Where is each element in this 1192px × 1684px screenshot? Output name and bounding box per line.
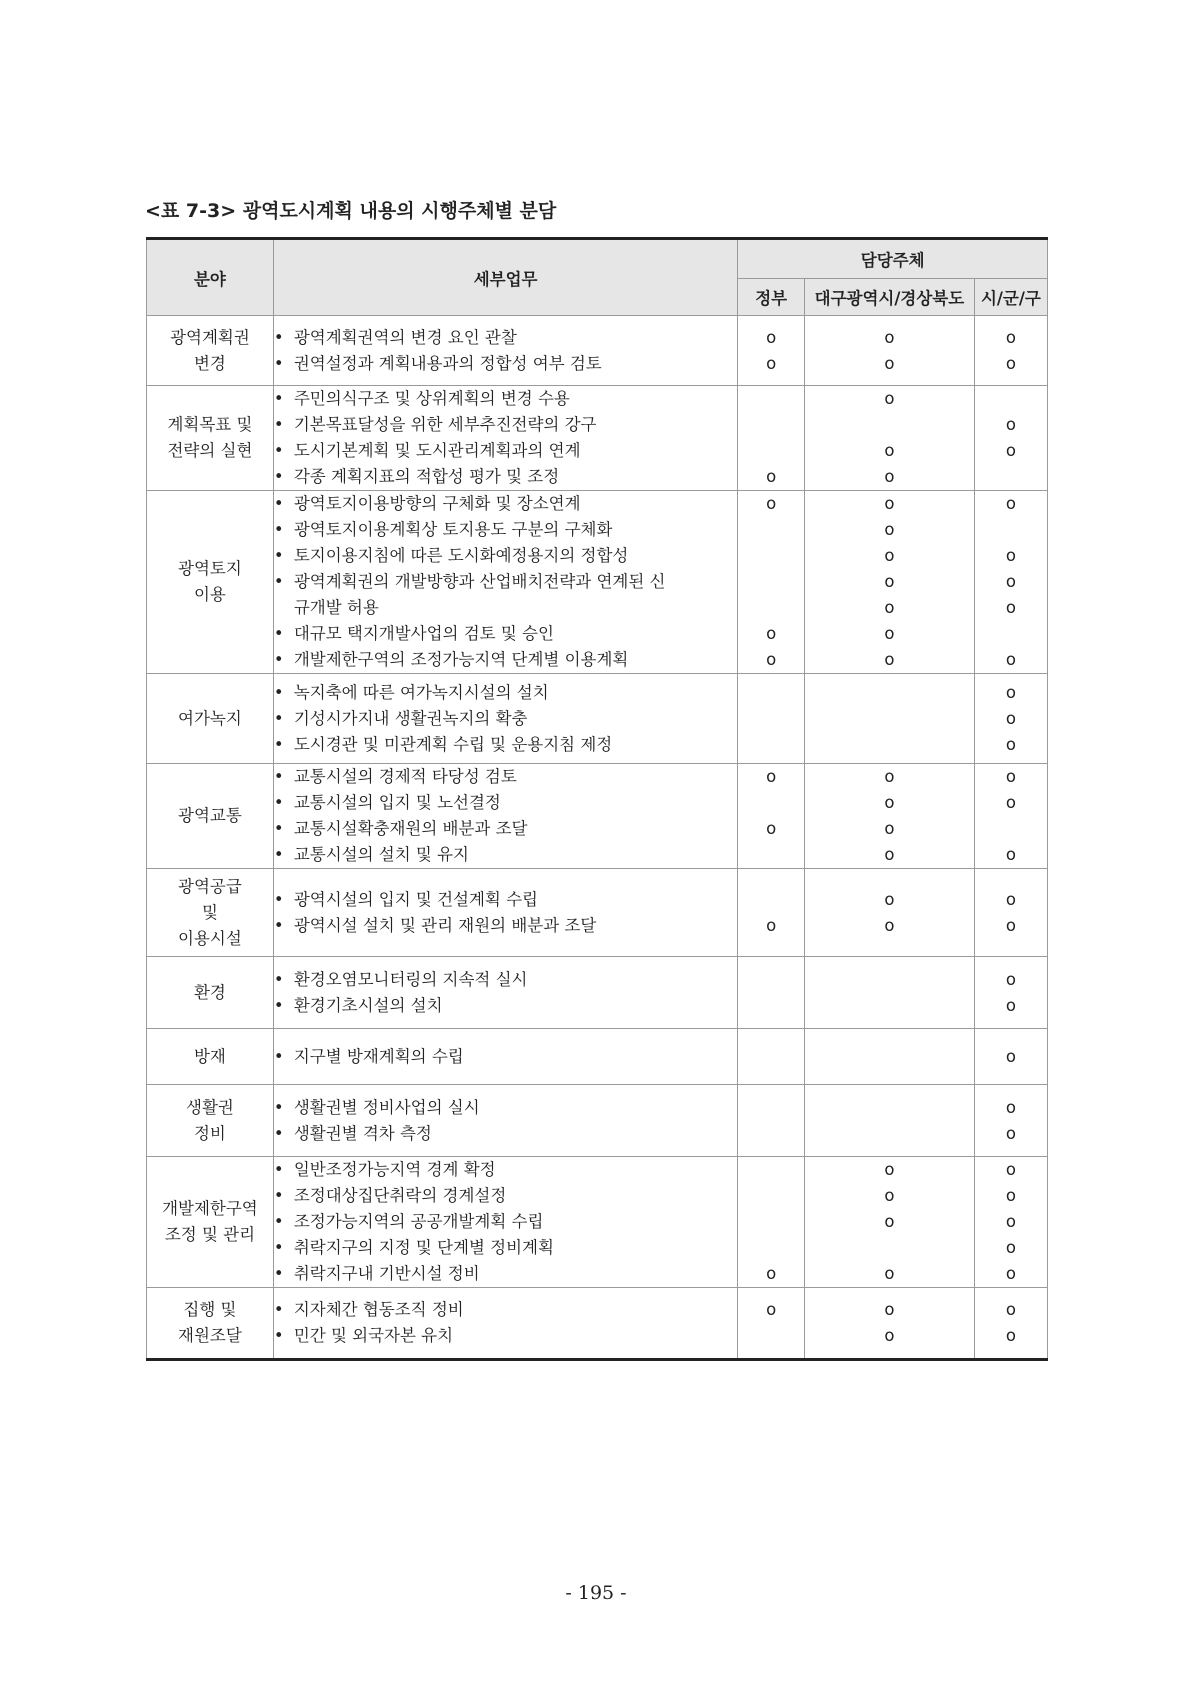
task-text: 도시경관 및 미관계획 수립 및 운용지침 제정 (293, 734, 613, 754)
mark-metro (805, 680, 974, 706)
task-item (274, 412, 737, 438)
tasks-cell (273, 316, 737, 386)
task-text: 지구별 방재계획의 수립 (293, 1046, 464, 1066)
bullet-icon: • (273, 1123, 284, 1143)
bullet-icon: • (273, 572, 284, 591)
mark-cell-city (974, 491, 1047, 674)
bullet-icon: • (273, 682, 284, 702)
task-item (274, 1044, 737, 1070)
tasks-cell (273, 491, 737, 674)
mark-metro: o (884, 520, 895, 539)
bullet-icon: • (273, 1097, 284, 1117)
mark-metro: o (884, 598, 895, 617)
task-text: 취락지구내 기반시설 정비 (293, 1264, 480, 1283)
task-text: 개발제한구역의 조정가능지역 단계별 이용계획 (293, 650, 629, 669)
mark-city: o (1005, 1300, 1016, 1319)
bullet-icon: • (273, 995, 284, 1015)
mark-cell-gov (738, 869, 805, 957)
task-item (274, 913, 737, 939)
task-item (274, 790, 737, 816)
mark-gov: o (766, 819, 777, 838)
area-label: 광역계획권 (170, 327, 250, 347)
mark-metro (805, 706, 974, 732)
task-text: 기성시가지내 생활권녹지의 확충 (293, 708, 528, 728)
mark-cell-gov (738, 674, 805, 764)
mark-metro: o (884, 793, 895, 812)
mark-cell-metro (804, 386, 974, 491)
mark-cell-gov (738, 1288, 805, 1360)
area-label: 정비 (193, 1123, 226, 1143)
mark-cell-gov (738, 1085, 805, 1157)
area-label: 조정 및 관리 (164, 1225, 256, 1244)
task-item (274, 1209, 737, 1235)
mark-gov (738, 887, 804, 913)
table-body (147, 316, 1048, 1360)
mark-city: o (1005, 708, 1016, 728)
mark-cell-metro (804, 764, 974, 869)
header-gov: 정부 (738, 279, 805, 316)
area-label: 및 (201, 902, 218, 922)
task-item (274, 842, 737, 868)
area-cell (147, 1288, 274, 1360)
task-text: 교통시설확충재원의 배분과 조달 (293, 819, 528, 838)
mark-city: o (1005, 734, 1016, 754)
bullet-icon: • (273, 1186, 284, 1205)
area-label: 전략의 실현 (167, 441, 253, 460)
area-label: 개발제한구역 (162, 1199, 258, 1218)
mark-gov (738, 680, 804, 706)
tasks-cell (273, 764, 737, 869)
task-text: 도시기본계획 및 도시관리계획과의 연계 (293, 441, 581, 460)
mark-metro: o (884, 546, 895, 565)
mark-metro: o (884, 1212, 895, 1231)
mark-city: o (1005, 845, 1016, 864)
mark-gov (738, 1235, 804, 1261)
tasks-cell (273, 869, 737, 957)
mark-city: o (1005, 1212, 1016, 1231)
mark-metro: o (884, 767, 895, 786)
mark-metro: o (884, 389, 895, 408)
bullet-icon: • (273, 915, 284, 935)
bullet-icon: • (273, 767, 284, 786)
area-label: 재원조달 (178, 1326, 242, 1345)
task-text: 취락지구의 지정 및 단계별 정비계획 (293, 1238, 554, 1257)
bullet-icon: • (273, 708, 284, 728)
mark-city: o (1005, 1160, 1016, 1179)
mark-city: o (1005, 889, 1016, 909)
mark-cell-city (974, 764, 1047, 869)
mark-cell-city (974, 316, 1047, 386)
bullet-icon: • (273, 793, 284, 812)
area-label: 생활권 (186, 1097, 234, 1117)
mark-city: o (1005, 441, 1016, 460)
bullet-icon: • (273, 1300, 284, 1319)
mark-cell-gov (738, 1157, 805, 1288)
task-text: 기본목표달성을 위한 세부추진전략의 강구 (293, 415, 597, 434)
bullet-icon: • (273, 327, 284, 347)
task-text: 녹지축에 따른 여가녹지시설의 설치 (293, 682, 549, 702)
mark-gov (738, 595, 804, 621)
mark-cell-metro (804, 869, 974, 957)
task-item (274, 732, 737, 758)
task-item (274, 621, 737, 647)
task-text: 광역토지이용계획상 토지용도 구분의 구체화 (293, 520, 613, 539)
task-item (274, 1235, 737, 1261)
tasks-cell (273, 674, 737, 764)
area-label: 이용 (193, 585, 226, 604)
table-row (147, 316, 1048, 386)
bullet-icon: • (273, 969, 284, 989)
mark-gov (738, 993, 804, 1019)
task-text: 환경오염모니터링의 지속적 실시 (293, 969, 528, 989)
area-label: 이용시설 (178, 928, 242, 948)
task-item (274, 993, 737, 1019)
table-row (147, 386, 1048, 491)
header-metro: 대구광역시/경상북도 (804, 279, 974, 316)
mark-city: o (1005, 572, 1016, 591)
mark-metro: o (884, 494, 895, 513)
mark-metro: o (884, 572, 895, 591)
area-label: 집행 및 (183, 1300, 237, 1319)
task-item (274, 816, 737, 842)
mark-cell-metro (804, 1085, 974, 1157)
mark-cell-gov (738, 491, 805, 674)
mark-metro: o (884, 624, 895, 643)
task-item (274, 438, 737, 464)
task-text: 광역계획권역의 변경 요인 관찰 (293, 327, 517, 347)
task-item (274, 967, 737, 993)
mark-gov (738, 967, 804, 993)
mark-cell-city (974, 674, 1047, 764)
area-cell (147, 491, 274, 674)
bullet-icon: • (273, 494, 284, 513)
task-text: 교통시설의 설치 및 유지 (293, 845, 469, 864)
task-item (274, 1261, 737, 1287)
header-area: 분야 (147, 239, 274, 316)
header-responsible: 담당주체 (738, 239, 1048, 279)
table-row (147, 1029, 1048, 1085)
task-item (274, 764, 737, 790)
mark-city (975, 386, 1047, 412)
tasks-cell (273, 1157, 737, 1288)
header-tasks: 세부업무 (273, 239, 737, 316)
mark-metro (805, 1121, 974, 1147)
area-label: 변경 (193, 353, 226, 373)
mark-city: o (1005, 415, 1016, 434)
tasks-cell (273, 1029, 737, 1085)
task-item (274, 706, 737, 732)
mark-city: o (1005, 767, 1016, 786)
mark-metro (805, 1095, 974, 1121)
mark-metro (805, 1235, 974, 1261)
area-label: 환경 (193, 982, 226, 1002)
mark-cell-gov (738, 764, 805, 869)
mark-cell-metro (804, 1029, 974, 1085)
mark-metro: o (884, 327, 895, 347)
mark-city: o (1005, 353, 1016, 373)
mark-metro (805, 732, 974, 758)
mark-city (975, 816, 1047, 842)
mark-cell-gov (738, 957, 805, 1029)
task-text: 토지이용지침에 따른 도시화예정용지의 정합성 (293, 546, 629, 565)
mark-gov (738, 1209, 804, 1235)
mark-gov: o (766, 1300, 777, 1319)
header-city: 시/군/구 (974, 279, 1047, 316)
area-label: 광역토지 (178, 559, 242, 578)
mark-city: o (1005, 969, 1016, 989)
task-text: 대규모 택지개발사업의 검토 및 승인 (293, 624, 554, 643)
responsibility-table (146, 237, 1048, 1361)
task-item (274, 1121, 737, 1147)
task-text: 일반조정가능지역 경계 확정 (293, 1160, 496, 1179)
mark-metro (805, 993, 974, 1019)
mark-cell-gov (738, 316, 805, 386)
mark-cell-city (974, 1288, 1047, 1360)
mark-gov (738, 732, 804, 758)
mark-metro: o (884, 1326, 895, 1345)
mark-cell-metro (804, 1157, 974, 1288)
table-row (147, 674, 1048, 764)
task-text: 광역시설 설치 및 관리 재원의 배분과 조달 (293, 915, 597, 935)
tasks-cell (273, 957, 737, 1029)
bullet-icon: • (273, 353, 284, 373)
task-item (274, 680, 737, 706)
task-item (274, 887, 737, 913)
task-text: 민간 및 외국자본 유치 (293, 1326, 454, 1345)
task-text: 생활권별 격차 측정 (293, 1123, 432, 1143)
mark-metro (805, 967, 974, 993)
mark-gov: o (766, 915, 777, 935)
mark-metro: o (884, 1160, 895, 1179)
mark-gov (738, 1183, 804, 1209)
bullet-icon: • (273, 520, 284, 539)
task-text: 교통시설의 입지 및 노선결정 (293, 793, 501, 812)
mark-gov (738, 543, 804, 569)
task-item (274, 351, 737, 377)
bullet-icon: • (273, 1160, 284, 1179)
mark-cell-metro (804, 674, 974, 764)
mark-cell-metro (804, 957, 974, 1029)
area-cell (147, 957, 274, 1029)
mark-cell-metro (804, 491, 974, 674)
bullet-icon: • (273, 546, 284, 565)
mark-gov: o (766, 650, 777, 669)
mark-city: o (1005, 494, 1016, 513)
area-cell (147, 674, 274, 764)
task-text: 생활권별 정비사업의 실시 (293, 1097, 480, 1117)
mark-metro: o (884, 467, 895, 486)
area-cell (147, 764, 274, 869)
mark-gov (738, 386, 804, 412)
mark-metro: o (884, 889, 895, 909)
tasks-cell (273, 1288, 737, 1360)
task-text: 교통시설의 경제적 타당성 검토 (293, 767, 517, 786)
mark-metro: o (884, 353, 895, 373)
table-row (147, 764, 1048, 869)
area-label: 계획목표 및 (167, 415, 253, 434)
area-cell (147, 1157, 274, 1288)
bullet-icon: • (273, 734, 284, 754)
task-item (274, 464, 737, 490)
task-text: 각종 계획지표의 적합성 평가 및 조정 (293, 467, 560, 486)
table-row (147, 869, 1048, 957)
bullet-icon: • (273, 441, 284, 460)
bullet-icon: • (273, 1264, 284, 1283)
table-row (147, 1157, 1048, 1288)
area-label: 방재 (193, 1046, 226, 1066)
mark-gov (738, 790, 804, 816)
mark-gov: o (766, 1264, 777, 1283)
area-cell (147, 1085, 274, 1157)
task-text: 광역토지이용방향의 구체화 및 장소연계 (293, 494, 581, 513)
task-text: 권역설정과 계획내용과의 정합성 여부 검토 (293, 353, 602, 373)
mark-metro: o (884, 819, 895, 838)
mark-gov: o (766, 467, 777, 486)
area-cell (147, 386, 274, 491)
bullet-icon: • (273, 624, 284, 643)
mark-gov (738, 1157, 804, 1183)
mark-metro: o (884, 845, 895, 864)
task-text: 주민의식구조 및 상위계획의 변경 수용 (293, 389, 570, 408)
mark-cell-city (974, 1085, 1047, 1157)
mark-gov: o (766, 494, 777, 513)
page-number: - 195 - (565, 1582, 627, 1604)
mark-cell-gov (738, 1029, 805, 1085)
mark-cell-gov (738, 386, 805, 491)
task-text: 조정대상집단취락의 경계설정 (293, 1186, 507, 1205)
mark-city: o (1005, 915, 1016, 935)
task-text: 규개발 허용 (293, 598, 379, 617)
task-item (274, 647, 737, 673)
mark-city: o (1005, 995, 1016, 1015)
mark-gov: o (766, 624, 777, 643)
bullet-icon: • (273, 845, 284, 864)
bullet-icon: • (273, 1212, 284, 1231)
mark-city: o (1005, 1326, 1016, 1345)
task-item (274, 1297, 737, 1323)
task-item (274, 517, 737, 543)
task-item (274, 386, 737, 412)
mark-cell-metro (804, 316, 974, 386)
table-row (147, 1085, 1048, 1157)
mark-city: o (1005, 650, 1016, 669)
mark-city: o (1005, 1123, 1016, 1143)
mark-metro: o (884, 441, 895, 460)
mark-gov (738, 1323, 804, 1349)
mark-gov (738, 842, 804, 868)
bullet-icon: • (273, 389, 284, 408)
mark-city: o (1005, 1238, 1016, 1257)
mark-gov (738, 1044, 804, 1070)
bullet-icon: • (273, 889, 284, 909)
area-label: 광역교통 (178, 806, 242, 825)
area-label: 광역공급 (178, 876, 242, 896)
mark-city: o (1005, 682, 1016, 702)
mark-metro: o (884, 650, 895, 669)
task-item (274, 1095, 737, 1121)
area-label: 여가녹지 (178, 708, 242, 728)
mark-gov: o (766, 767, 777, 786)
mark-gov (738, 569, 804, 595)
mark-cell-city (974, 869, 1047, 957)
mark-city: o (1005, 1264, 1016, 1283)
table-caption: <표 7-3> 광역도시계획 내용의 시행주체별 분담 (145, 200, 557, 222)
bullet-icon: • (273, 650, 284, 669)
task-text: 지자체간 협동조직 정비 (293, 1300, 464, 1319)
table-row (147, 957, 1048, 1029)
bullet-icon: • (273, 819, 284, 838)
mark-city: o (1005, 793, 1016, 812)
mark-gov: o (766, 353, 777, 373)
mark-gov (738, 1095, 804, 1121)
mark-gov (738, 517, 804, 543)
task-item (274, 569, 737, 595)
bullet-icon: • (273, 415, 284, 434)
mark-gov (738, 438, 804, 464)
area-cell (147, 869, 274, 957)
mark-cell-city (974, 1029, 1047, 1085)
mark-gov (738, 1121, 804, 1147)
task-text: 환경기초시설의 설치 (293, 995, 443, 1015)
bullet-icon: • (273, 1326, 284, 1345)
mark-metro: o (884, 915, 895, 935)
bullet-icon: • (273, 467, 284, 486)
mark-cell-city (974, 386, 1047, 491)
tasks-cell (273, 1085, 737, 1157)
bullet-icon: • (273, 1046, 284, 1066)
task-item (274, 595, 737, 621)
area-cell (147, 316, 274, 386)
table-row (147, 1288, 1048, 1360)
task-item (274, 1323, 737, 1349)
mark-cell-city (974, 957, 1047, 1029)
task-item (274, 325, 737, 351)
mark-metro: o (884, 1264, 895, 1283)
mark-metro: o (884, 1186, 895, 1205)
mark-city (975, 517, 1047, 543)
mark-city: o (1005, 1097, 1016, 1117)
task-item (274, 491, 737, 517)
table-row (147, 491, 1048, 674)
mark-gov (738, 412, 804, 438)
mark-metro (805, 1044, 974, 1070)
task-text: 광역시설의 입지 및 건설계획 수립 (293, 889, 538, 909)
task-item (274, 1157, 737, 1183)
area-cell (147, 1029, 274, 1085)
mark-city (975, 464, 1047, 490)
mark-gov (738, 706, 804, 732)
tasks-cell (273, 386, 737, 491)
mark-cell-city (974, 1157, 1047, 1288)
mark-metro (805, 412, 974, 438)
mark-city: o (1005, 327, 1016, 347)
mark-cell-metro (804, 1288, 974, 1360)
task-text: 광역계획권의 개발방향과 산업배치전략과 연계된 신 (293, 572, 666, 591)
mark-city: o (1005, 1046, 1016, 1066)
mark-city (975, 621, 1047, 647)
bullet-icon: • (273, 1238, 284, 1257)
mark-city: o (1005, 546, 1016, 565)
task-item (274, 543, 737, 569)
mark-city: o (1005, 1186, 1016, 1205)
task-item (274, 1183, 737, 1209)
mark-metro: o (884, 1300, 895, 1319)
mark-gov: o (766, 327, 777, 347)
mark-city: o (1005, 598, 1016, 617)
task-text: 조정가능지역의 공공개발계획 수립 (293, 1212, 544, 1231)
